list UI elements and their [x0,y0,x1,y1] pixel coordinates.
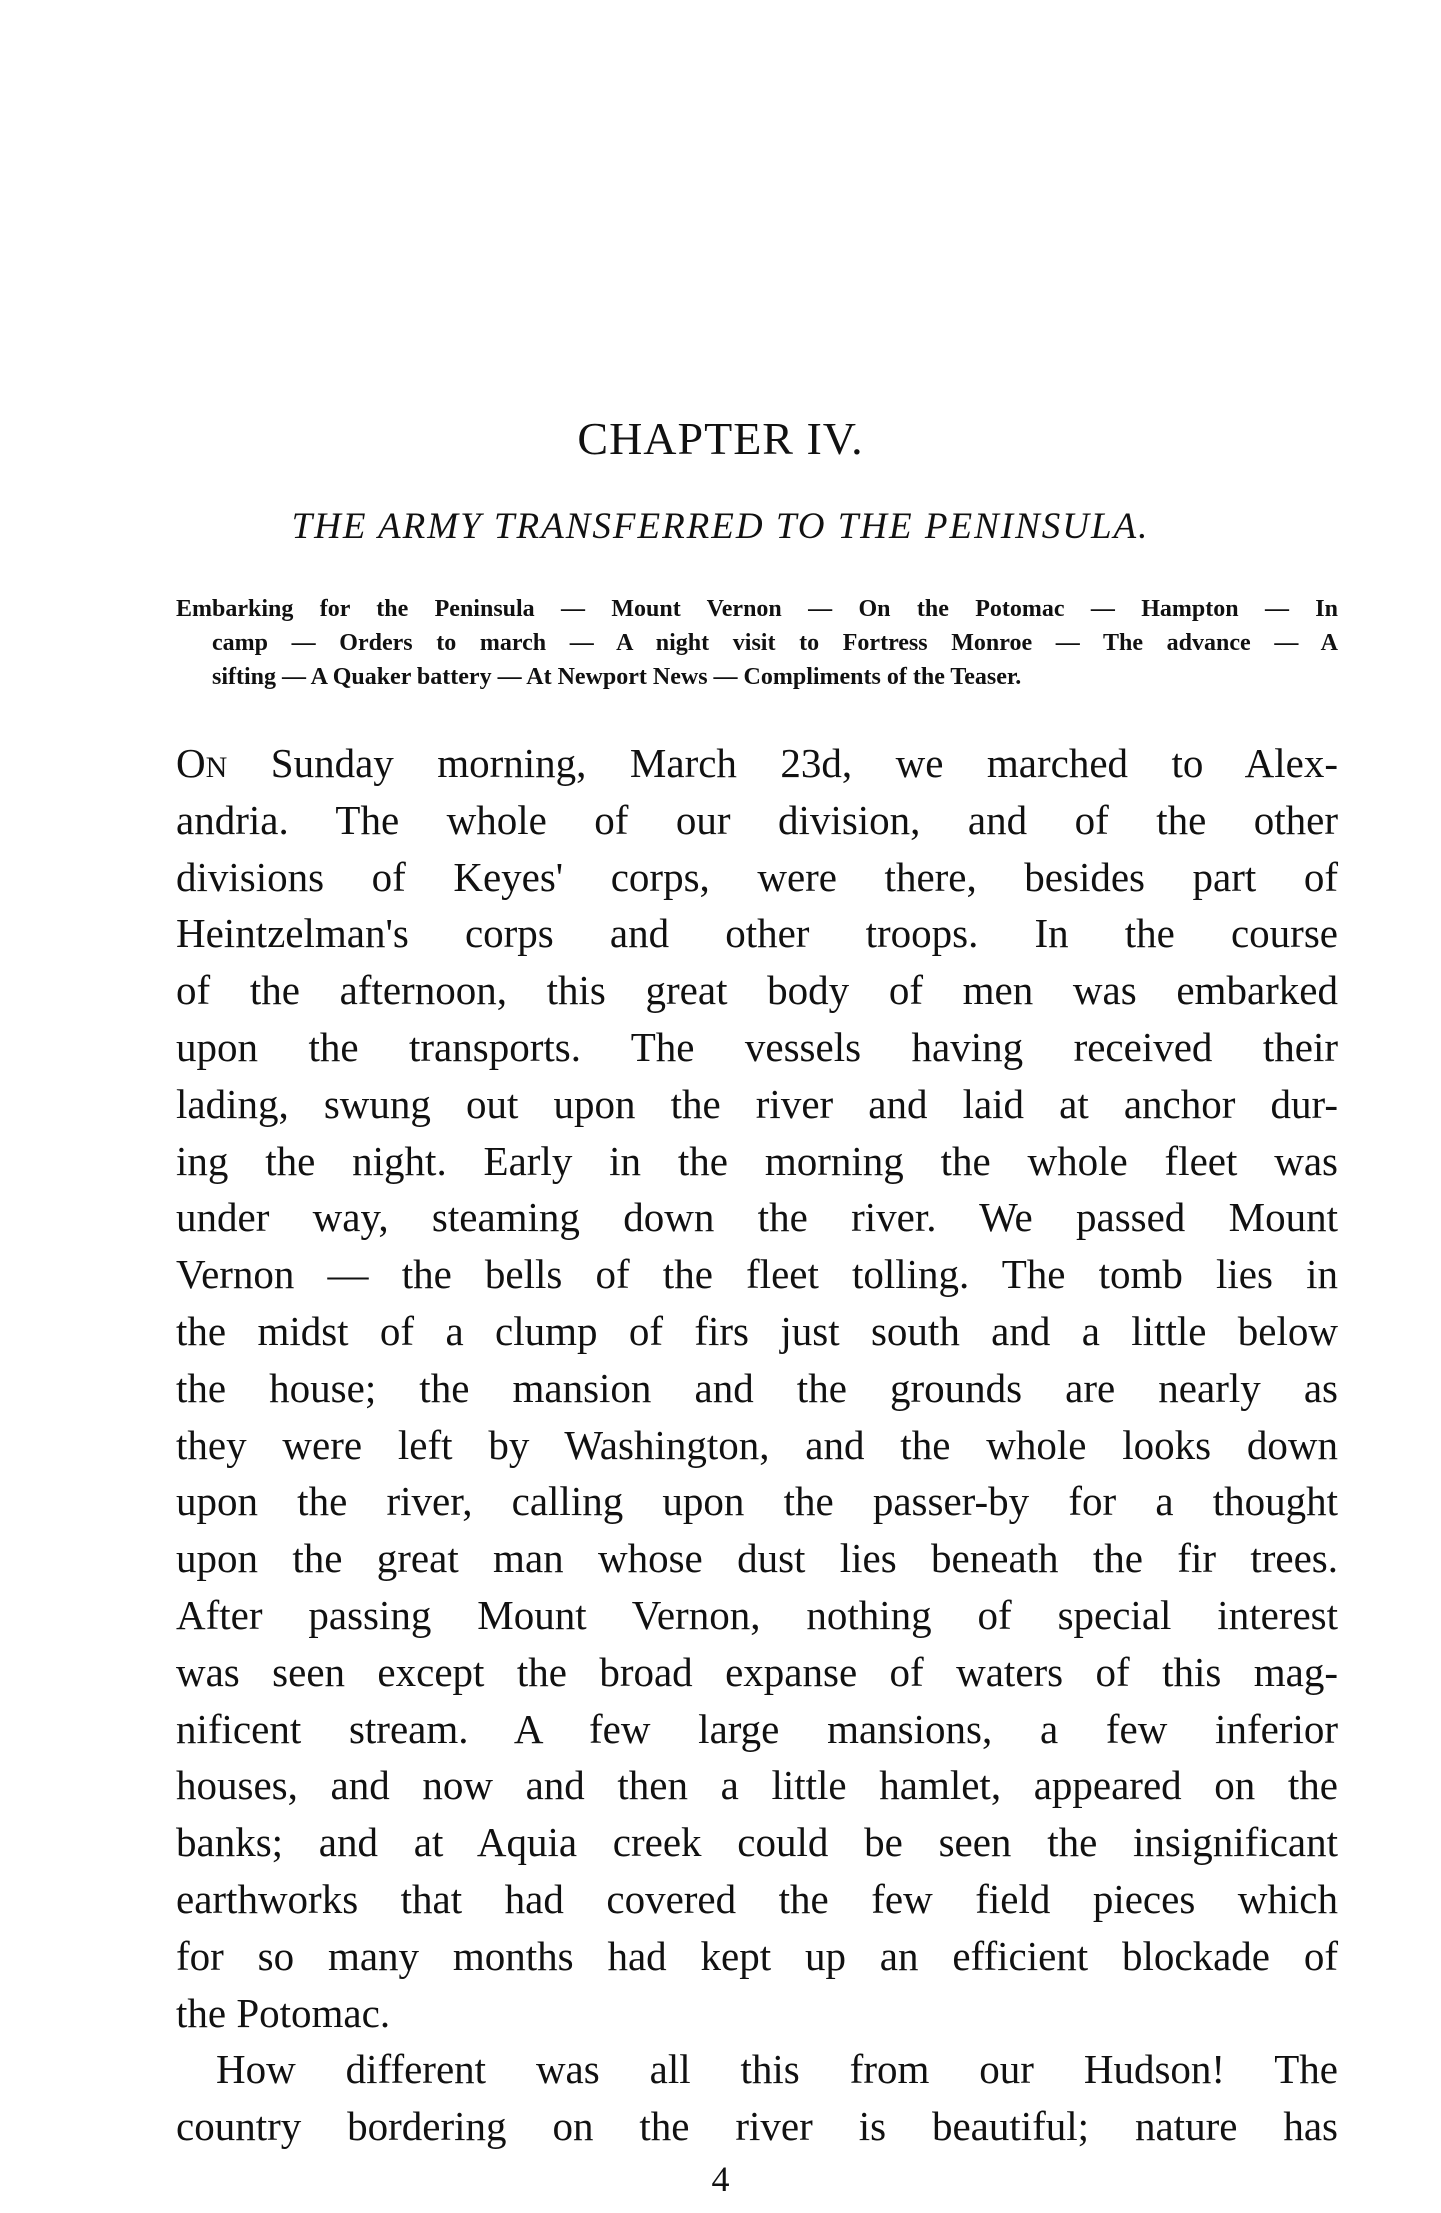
text-line [176,1076,1338,1133]
line-text: divisions of Keyes' corps, were there, besides part of [176,853,1338,900]
line-text: the Potomac. [176,1989,391,2036]
line-text: they were left by Washington, and the whole looks down [176,1421,1338,1468]
line-text: How different was all this from our Hudson! The [216,2046,1338,2093]
line-text: Heintzelman's corps and other troops. In the course [176,910,1338,957]
paragraph [176,735,1338,2041]
line-text: under way, steaming down the river. We passed Mount [176,1194,1338,1241]
text-line [176,1757,1338,1814]
text-line [176,849,1338,906]
text-line [176,1587,1338,1644]
line-text: Sunday morning, March 23d, we marched to Alex- [270,740,1338,786]
line-text: lading, swung out upon the river and laid at anchor dur- [176,1080,1338,1127]
summary-line: camp — Orders to march — A night visit to Fortress Monroe — The advance — A [212,630,1338,656]
text-line [176,1701,1338,1758]
line-text: earthworks that had covered the few field pieces which [176,1875,1338,1922]
body-text [176,735,1338,2155]
text-line [176,1019,1338,1076]
text-line [176,1644,1338,1701]
text-line [176,1473,1338,1530]
line-text: the house; the mansion and the grounds are nearly as [176,1364,1338,1411]
text-line [176,792,1338,849]
line-text: Vernon — the bells of the fleet tolling. The tomb lies in [176,1251,1338,1298]
text-line [176,1928,1338,1985]
line-text: ing the night. Early in the morning the whole fleet was [176,1137,1338,1184]
text-line [176,2098,1338,2155]
line-text: houses, and now and then a little hamlet, appeared on the [176,1762,1338,1809]
line-text: upon the river, calling upon the passer-by for a thought [176,1478,1338,1525]
line-text: upon the great man whose dust lies beneath the fir trees. [176,1535,1338,1582]
text-line [176,1417,1338,1474]
text-line [176,905,1338,962]
text-line [176,1246,1338,1303]
small-caps-opening: ON [176,740,228,786]
text-line [176,1303,1338,1360]
chapter-title: CHAPTER IV. [577,413,864,464]
line-text: upon the transports. The vessels having received their [176,1023,1338,1070]
text-line [176,1814,1338,1871]
text-line [176,1530,1338,1587]
line-text: nificent stream. A few large mansions, a few inferior [176,1705,1338,1752]
line-text: banks; and at Aquia creek could be seen the insignificant [176,1819,1338,1866]
text-line [216,2041,1338,2098]
line-text: of the afternoon, this great body of men was embarked [176,967,1338,1014]
summary-line: Embarking for the Peninsula — Mount Vernon — On the Potomac — Hampton — In [176,596,1338,622]
line-text: the midst of a clump of firs just south and a little below [176,1307,1338,1354]
page-number: 4 [711,2159,730,2199]
line-text: country bordering on the river is beautiful; nature has [176,2103,1338,2150]
chapter-subtitle: THE ARMY TRANSFERRED TO THE PENINSULA. [291,506,1150,547]
line-text: andria. The whole of our division, and of the other [176,796,1338,843]
text-line [176,1133,1338,1190]
text-line [176,1871,1338,1928]
paragraph [176,2041,1338,2155]
line-text: was seen except the broad expanse of waters of this mag- [176,1648,1338,1695]
summary-line: sifting — A Quaker battery — At Newport News — Compliments of the Teaser. [212,664,1022,690]
text-line [176,735,1338,792]
text-line [176,1360,1338,1417]
chapter-summary [176,592,1338,694]
text-line [176,1985,1338,2042]
line-text: After passing Mount Vernon, nothing of special interest [176,1591,1338,1638]
text-line [176,1189,1338,1246]
text-line [176,962,1338,1019]
line-text: for so many months had kept up an efficient blockade of [176,1932,1338,1979]
